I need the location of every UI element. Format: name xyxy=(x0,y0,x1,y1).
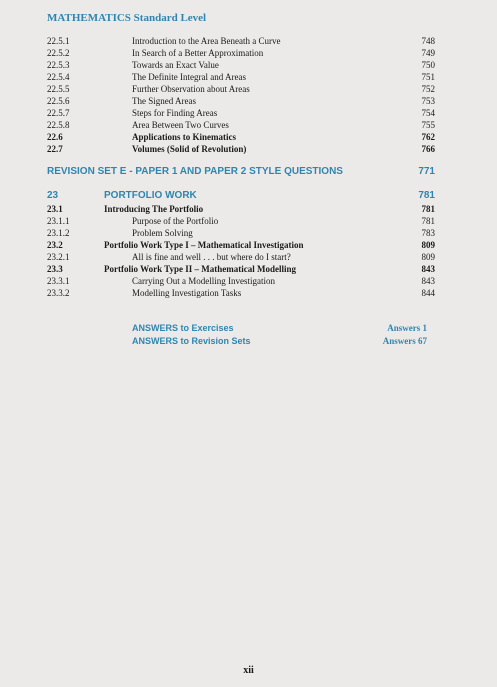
toc-entry[interactable] xyxy=(47,275,435,287)
entry-page: 809 xyxy=(421,252,435,262)
toc-section-entry[interactable] xyxy=(47,203,435,215)
entry-page: 754 xyxy=(421,108,435,118)
entry-title: Steps for Finding Areas xyxy=(132,108,218,118)
entry-title: The Signed Areas xyxy=(132,96,196,106)
entry-page: 750 xyxy=(421,60,435,70)
entry-number: 23.3 xyxy=(47,264,63,274)
answers-title: ANSWERS to Exercises xyxy=(132,323,234,333)
entry-title: Modelling Investigation Tasks xyxy=(132,288,242,298)
entry-number: 22.6 xyxy=(47,132,63,142)
entry-number: 22.5.8 xyxy=(47,120,70,130)
entry-title: Problem Solving xyxy=(132,228,193,238)
toc-entry[interactable] xyxy=(47,215,435,227)
entry-page: 783 xyxy=(421,228,435,238)
entry-number: 23.1.1 xyxy=(47,216,70,226)
answers-entry[interactable] xyxy=(132,335,427,348)
entry-number: 22.5.4 xyxy=(47,72,70,82)
toc-entry[interactable] xyxy=(47,71,435,83)
entry-number: 23.1.2 xyxy=(47,228,70,238)
entry-title: Towards an Exact Value xyxy=(132,60,219,70)
entry-title: Purpose of the Portfolio xyxy=(132,216,219,226)
entry-title: In Search of a Better Approximation xyxy=(132,48,264,58)
answers-page: Answers 1 xyxy=(387,323,427,333)
entry-title: Volumes (Solid of Revolution) xyxy=(132,144,247,154)
entry-number: 22.5.2 xyxy=(47,48,70,58)
toc-entry[interactable] xyxy=(47,47,435,59)
entry-number: 23.2.1 xyxy=(47,252,70,262)
entry-page: 762 xyxy=(421,132,435,142)
entry-number: 23.1 xyxy=(47,204,63,214)
entry-page: 751 xyxy=(421,72,435,82)
toc-entry[interactable] xyxy=(47,227,435,239)
entry-number: 22.5.5 xyxy=(47,84,70,94)
entry-page: 766 xyxy=(421,144,435,154)
entry-title: Further Observation about Areas xyxy=(132,84,250,94)
entry-number: 22.5.3 xyxy=(47,60,70,70)
toc-section-entry[interactable] xyxy=(47,263,435,275)
entry-title: Applications to Kinematics xyxy=(132,132,237,142)
chapter-title: PORTFOLIO WORK xyxy=(104,190,197,201)
entry-number: 23.3.2 xyxy=(47,288,70,298)
entry-number: 23.3.1 xyxy=(47,276,70,286)
entry-page: 844 xyxy=(421,288,435,298)
toc-entry[interactable] xyxy=(47,107,435,119)
toc-section-entry[interactable] xyxy=(47,143,435,155)
entry-title: Portfolio Work Type II – Mathematical Modelling xyxy=(104,264,296,274)
revision-title: REVISION SET E - PAPER 1 AND PAPER 2 STYLE QUESTIONS xyxy=(47,166,343,177)
entry-page: 781 xyxy=(421,216,435,226)
entry-number: 22.5.7 xyxy=(47,108,70,118)
entry-title: Area Between Two Curves xyxy=(132,120,229,130)
answers-title: ANSWERS to Revision Sets xyxy=(132,336,251,346)
entry-title: All is fine and well . . . but where do I start? xyxy=(132,252,291,262)
entry-number: 22.5.1 xyxy=(47,36,70,46)
toc-section-entry[interactable] xyxy=(47,239,435,251)
entry-title: Introducing The Portfolio xyxy=(104,204,204,214)
revision-page: 771 xyxy=(418,166,435,177)
toc-entry[interactable] xyxy=(47,251,435,263)
entry-page: 749 xyxy=(421,48,435,58)
entry-number: 22.7 xyxy=(47,144,63,154)
entry-page: 752 xyxy=(421,84,435,94)
entry-title: Portfolio Work Type I – Mathematical Investigation xyxy=(104,240,304,250)
toc-entry[interactable] xyxy=(47,119,435,131)
page-number: xii xyxy=(243,665,254,676)
chapter-heading[interactable] xyxy=(47,189,435,203)
chapter-page: 781 xyxy=(418,190,435,201)
entry-page: 843 xyxy=(421,264,435,274)
entry-page: 748 xyxy=(421,36,435,46)
toc-entry[interactable] xyxy=(47,83,435,95)
revision-set-heading[interactable] xyxy=(47,165,435,179)
toc-entry[interactable] xyxy=(47,35,435,47)
answers-page: Answers 67 xyxy=(382,336,427,346)
toc-entry[interactable] xyxy=(47,95,435,107)
running-header: MATHEMATICS Standard Level xyxy=(47,12,207,24)
toc-section-entry[interactable] xyxy=(47,131,435,143)
entry-page: 809 xyxy=(421,240,435,250)
toc-entry[interactable] xyxy=(47,287,435,299)
answers-entry[interactable] xyxy=(132,322,427,335)
entry-title: Carrying Out a Modelling Investigation xyxy=(132,276,275,286)
entry-number: 22.5.6 xyxy=(47,96,70,106)
entry-page: 843 xyxy=(421,276,435,286)
entry-page: 753 xyxy=(421,96,435,106)
entry-title: Introduction to the Area Beneath a Curve xyxy=(132,36,281,46)
entry-page: 755 xyxy=(421,120,435,130)
entry-number: 23.2 xyxy=(47,240,63,250)
toc-entry[interactable] xyxy=(47,59,435,71)
entry-title: The Definite Integral and Areas xyxy=(132,72,246,82)
entry-page: 781 xyxy=(421,204,435,214)
chapter-number: 23 xyxy=(47,190,59,201)
